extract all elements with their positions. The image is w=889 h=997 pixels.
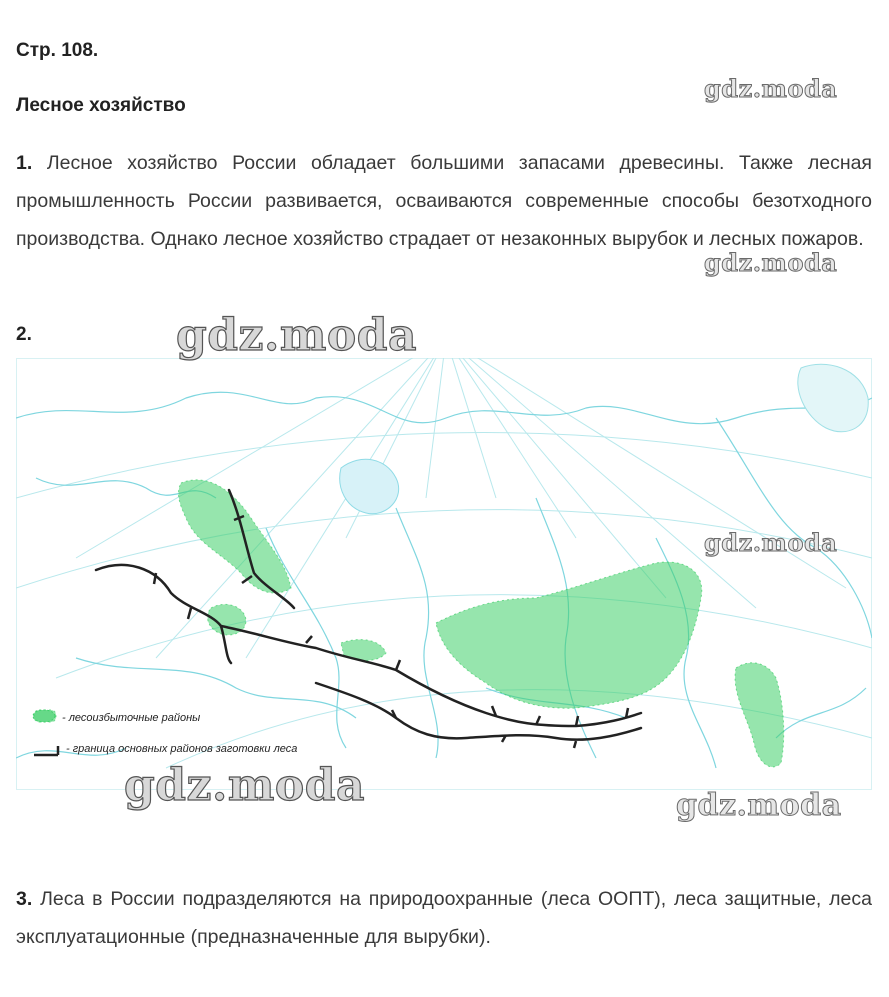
legend-forest-label: - лесоизбыточные районы: [62, 712, 201, 724]
section-title: Лесное хозяйство: [16, 95, 186, 116]
answer-1-text: Лесное хозяйство России обладает большими запасами древесины. Также лесная промышленность России развивается, осваиваются современные способы безотходного производства. Однако лесное хозяйство страдает от незаконных вырубок и лесных пожаров.: [16, 152, 872, 250]
watermark: gdz.moda: [704, 74, 838, 103]
watermark: gdz.moda: [704, 248, 838, 277]
answer-2-number: 2.: [16, 324, 32, 345]
watermark: gdz.moda: [124, 760, 366, 811]
legend-border-label: - граница основных районов заготовки леса: [66, 743, 298, 755]
answer-3-text: Леса в России подразделяются на природоохранные (леса ООПТ), леса защитные, леса эксплуатационные (предназначенные для вырубки).: [16, 888, 872, 948]
page-number: Стр. 108.: [16, 40, 99, 61]
answer-3-number: 3.: [16, 888, 33, 910]
answer-3: [16, 880, 872, 956]
watermark: gdz.moda: [676, 788, 842, 823]
watermark: gdz.moda: [176, 310, 418, 361]
answer-1: [16, 144, 872, 258]
forest-map: [16, 358, 872, 790]
answer-1-number: 1.: [16, 152, 33, 174]
legend-forest-swatch: [33, 710, 55, 722]
watermark: gdz.moda: [704, 528, 838, 557]
